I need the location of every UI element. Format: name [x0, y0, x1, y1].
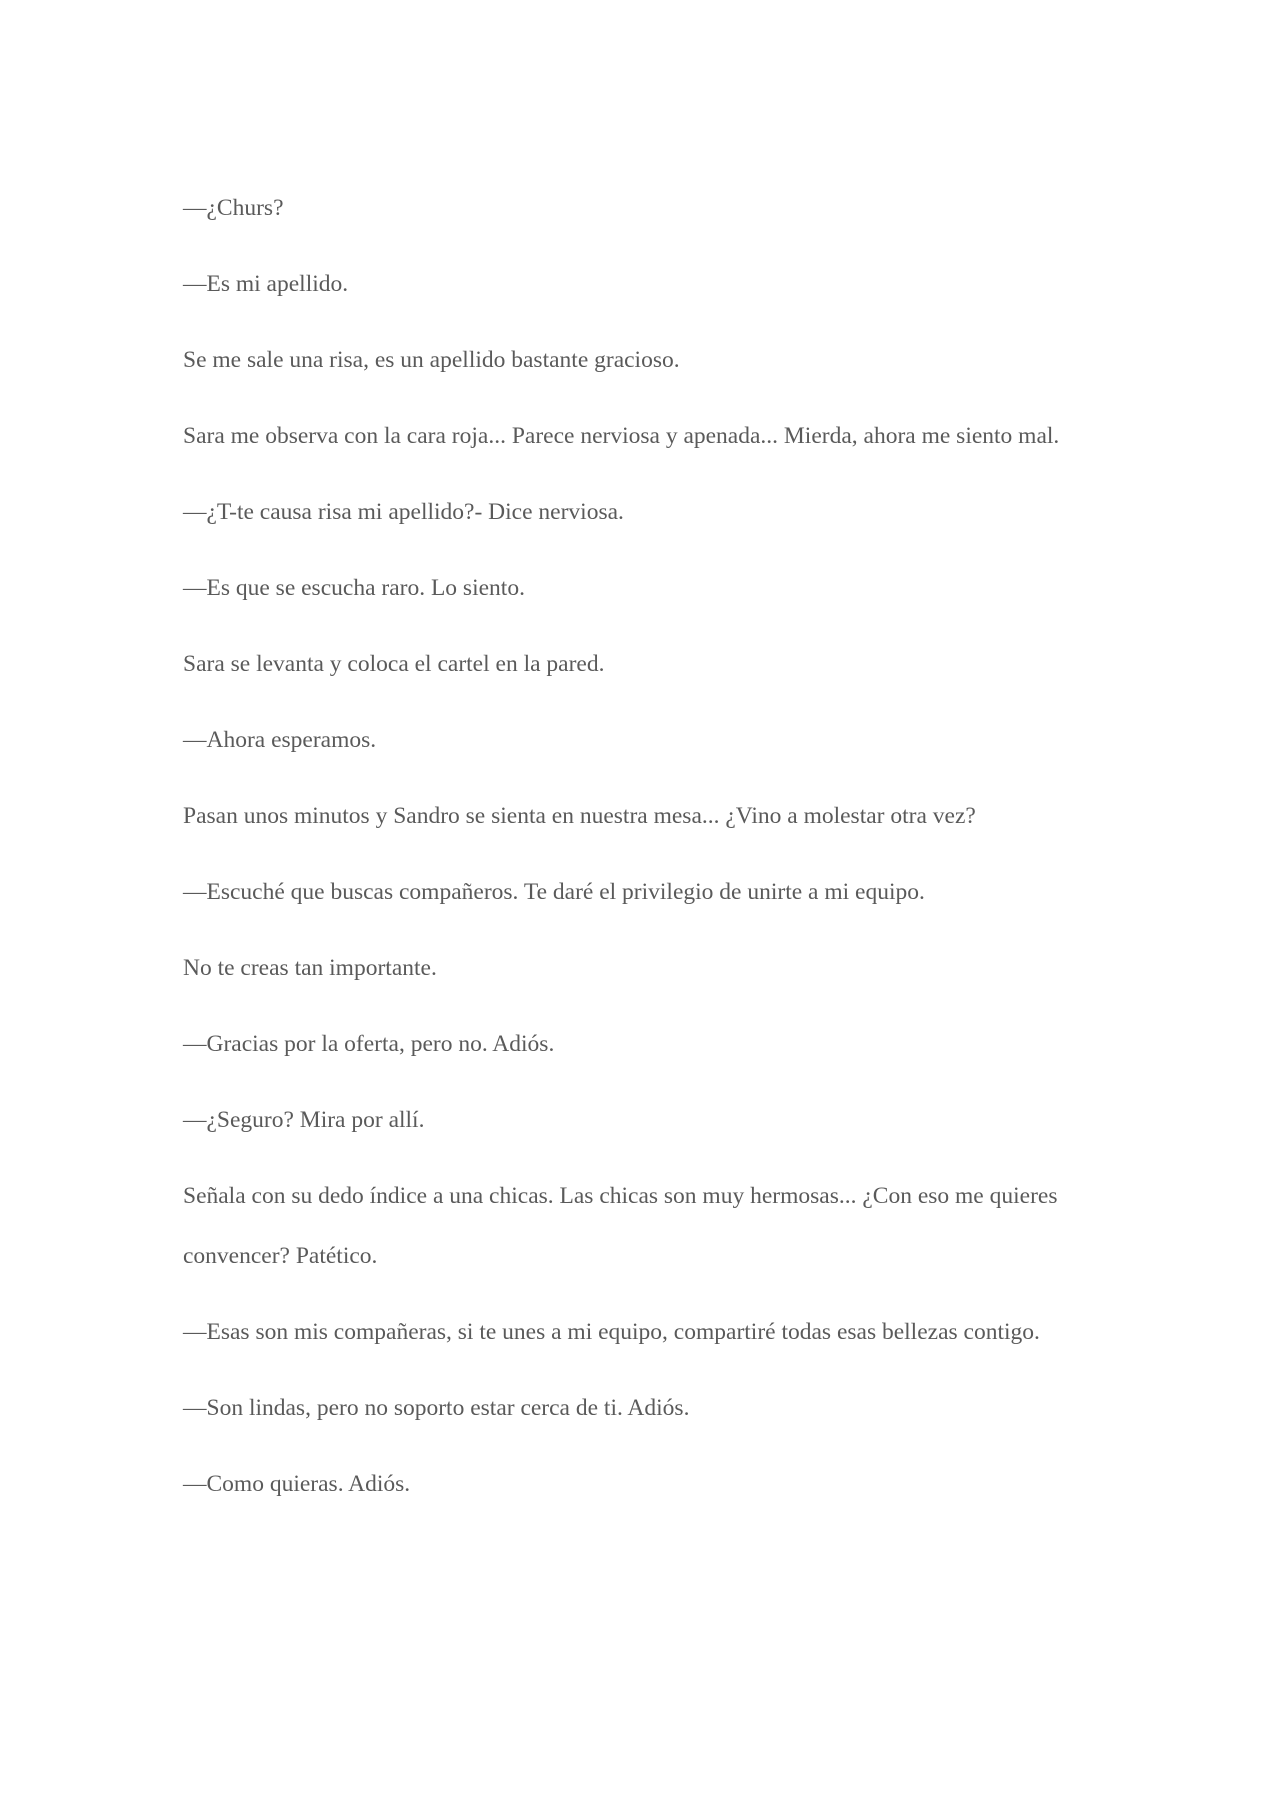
- paragraph-16: —Son lindas, pero no soporto estar cerca de ti. Adiós.: [183, 1395, 690, 1421]
- paragraph-5: —¿T-te causa risa mi apellido?- Dice nerviosa.: [183, 499, 624, 525]
- paragraph-2: —Es mi apellido.: [183, 271, 349, 297]
- paragraph-11: No te creas tan importante.: [183, 955, 437, 981]
- paragraph-3: Se me sale una risa, es un apellido bastante gracioso.: [183, 347, 680, 373]
- document-body: [183, 178, 1113, 1530]
- paragraph-15: —Esas son mis compañeras, si te unes a mi equipo, compartiré todas esas bellezas contigo.: [183, 1319, 1040, 1345]
- paragraph-14: Señala con su dedo índice a una chicas. Las chicas son muy hermosas... ¿Con eso me quieres convencer? Patético.: [183, 1183, 1058, 1269]
- paragraph-6: —Es que se escucha raro. Lo siento.: [183, 575, 525, 601]
- paragraph-1: —¿Churs?: [183, 195, 284, 221]
- paragraph-7: Sara se levanta y coloca el cartel en la pared.: [183, 651, 605, 677]
- paragraph-13: —¿Seguro? Mira por allí.: [183, 1107, 425, 1133]
- paragraph-10: —Escuché que buscas compañeros. Te daré el privilegio de unirte a mi equipo.: [183, 879, 925, 905]
- paragraph-9: Pasan unos minutos y Sandro se sienta en nuestra mesa... ¿Vino a molestar otra vez?: [183, 803, 976, 829]
- paragraph-4: Sara me observa con la cara roja... Parece nerviosa y apenada... Mierda, ahora me siento mal.: [183, 423, 1060, 449]
- paragraph-8: —Ahora esperamos.: [183, 727, 377, 753]
- paragraph-12: —Gracias por la oferta, pero no. Adiós.: [183, 1031, 555, 1057]
- paragraph-17: —Como quieras. Adiós.: [183, 1471, 411, 1497]
